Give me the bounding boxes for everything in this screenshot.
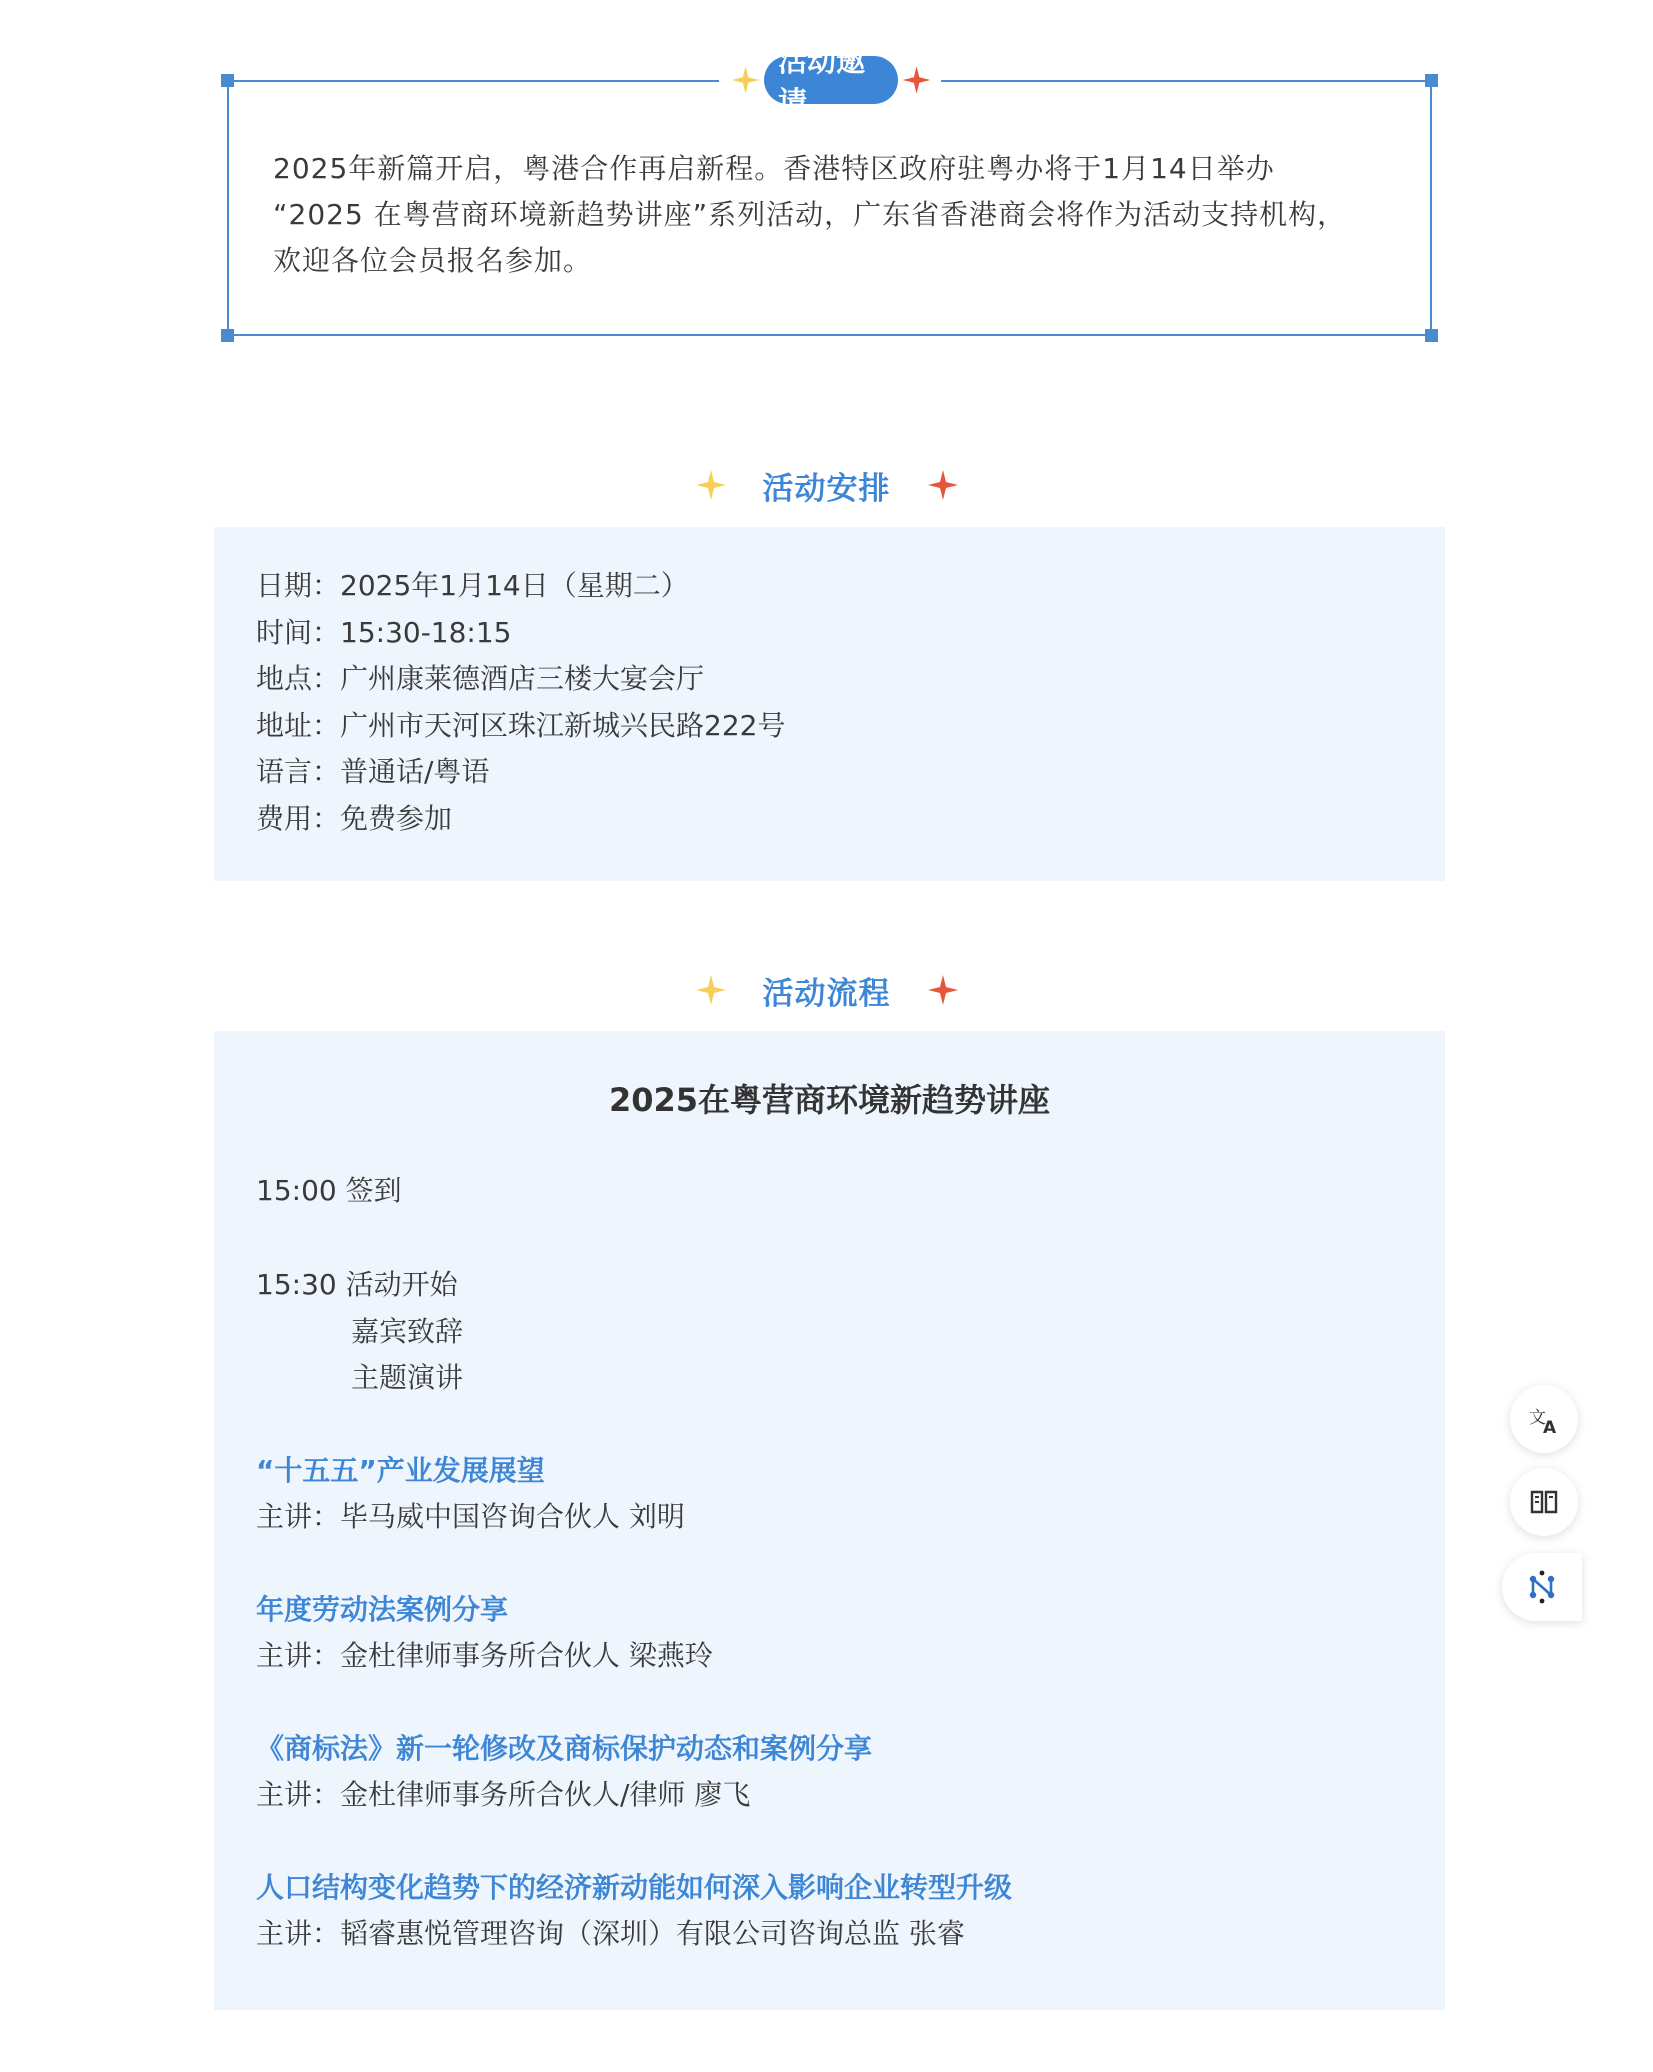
talk-speaker: 主讲：毕马威中国咨询合伙人 刘明 bbox=[256, 1500, 685, 1533]
sub-item: 嘉宾致辞 bbox=[351, 1315, 464, 1348]
checkin-item: 15:00 签到 bbox=[256, 1174, 402, 1207]
translate-icon bbox=[1526, 1401, 1562, 1437]
sparkle-yellow-icon bbox=[695, 974, 727, 1006]
schedule-time: 时间：15:30-18:15 bbox=[256, 615, 512, 649]
event-title: 2025在粤营商环境新趋势讲座 bbox=[608, 1081, 1051, 1119]
talk-speaker: 主讲：韬睿惠悦管理咨询（深圳）有限公司咨询总监 张睿 bbox=[256, 1917, 965, 1950]
sparkle-red-icon bbox=[927, 469, 959, 501]
translate-button[interactable] bbox=[1510, 1385, 1578, 1453]
schedule-venue: 地点：广州康莱德酒店三楼大宴会厅 bbox=[256, 662, 705, 696]
talk-topic: “十五五”产业发展展望 bbox=[256, 1454, 545, 1487]
schedule-panel bbox=[214, 527, 1445, 881]
network-button[interactable] bbox=[1502, 1553, 1582, 1621]
flow-panel bbox=[214, 1031, 1445, 2010]
talk-speaker: 主讲：金杜律师事务所合伙人/律师 廖飞 bbox=[256, 1778, 751, 1811]
invitation-text bbox=[273, 146, 1398, 284]
sparkle-red-icon bbox=[927, 974, 959, 1006]
flow-title: 活动流程 bbox=[762, 975, 891, 1012]
sparkle-red-icon bbox=[902, 64, 931, 96]
invitation-heading bbox=[731, 44, 931, 119]
corner-marker bbox=[221, 74, 234, 87]
sparkle-yellow-icon bbox=[731, 64, 760, 96]
corner-marker bbox=[1425, 74, 1438, 87]
invitation-line: 欢迎各位会员报名参加。 bbox=[273, 244, 593, 277]
sub-item: 主题演讲 bbox=[351, 1361, 464, 1394]
network-icon bbox=[1524, 1569, 1560, 1605]
talk-topic: 人口结构变化趋势下的经济新动能如何深入影响企业转型升级 bbox=[256, 1871, 1013, 1904]
flow-heading bbox=[0, 965, 1653, 1015]
schedule-language: 语言：普通话/粤语 bbox=[256, 755, 490, 789]
svg-text:文: 文 bbox=[1529, 1408, 1546, 1428]
talk-speaker: 主讲：金杜律师事务所合伙人 梁燕玲 bbox=[256, 1639, 713, 1672]
schedule-fee: 费用：免费参加 bbox=[256, 801, 453, 835]
reader-button[interactable] bbox=[1510, 1468, 1578, 1536]
start-item: 15:30 活动开始 bbox=[256, 1268, 458, 1301]
schedule-title: 活动安排 bbox=[762, 470, 891, 507]
invitation-box bbox=[227, 44, 1432, 336]
schedule-heading bbox=[0, 460, 1653, 510]
corner-marker bbox=[1425, 329, 1438, 342]
svg-text:A: A bbox=[1543, 1418, 1557, 1437]
invitation-title: 活动邀请 bbox=[764, 56, 898, 104]
invitation-line: “2025 在粤营商环境新趋势讲座”系列活动，广东省香港商会将作为活动支持机构， bbox=[273, 198, 1347, 231]
corner-marker bbox=[221, 329, 234, 342]
reader-icon bbox=[1526, 1484, 1562, 1520]
talk-topic: 《商标法》新一轮修改及商标保护动态和案例分享 bbox=[256, 1732, 873, 1765]
invitation-line: 2025年新篇开启，粤港合作再启新程。香港特区政府驻粤办将于1月14日举办 bbox=[273, 152, 1275, 185]
schedule-date: 日期：2025年1月14日（星期二） bbox=[256, 569, 689, 602]
schedule-address: 地址：广州市天河区珠江新城兴民路222号 bbox=[256, 708, 786, 742]
sparkle-yellow-icon bbox=[695, 469, 727, 501]
talk-topic: 年度劳动法案例分享 bbox=[256, 1593, 509, 1626]
